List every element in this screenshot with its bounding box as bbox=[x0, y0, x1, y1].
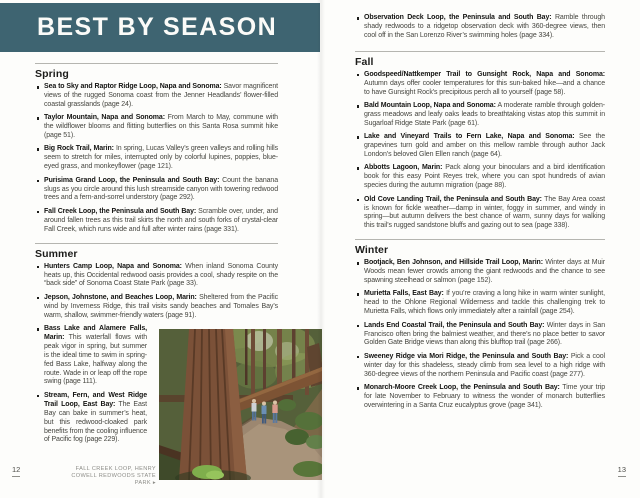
section-fall bbox=[355, 51, 605, 232]
section-title-spring: Spring bbox=[35, 68, 69, 80]
trail-item: Stream, Fern, and West Ridge Trail Loop, East Bay: The East Bay can bake in summer’s heat, but this redwood-cloaked park benefits from the cooling influence of Pacific fog (page 229). bbox=[35, 392, 278, 445]
trail-item: Big Rock Trail, Marin: In spring, Lucas Valley’s green valleys and rolling hills seem to stretch for miles, interrupted only by colorful lupines, poppies, blue-eyed grass, and monkeyflower (page 121). bbox=[35, 145, 278, 172]
trail-item: Goodspeed/Nattkemper Trail to Gunsight Rock, Napa and Sonoma: Autumn days offer cooler temperatures for this sun-baked hike—and a chance to have Gunsight Rock’s precipitous perch all to yourself (page 58). bbox=[355, 71, 605, 98]
section-summer-continued bbox=[355, 14, 605, 41]
trail-item: Purisima Grand Loop, the Peninsula and South Bay: Count the banana slugs as you circle around this lush streamside canyon with towering redwood trees and a fern-and-sorrel understory (page 292). bbox=[35, 177, 278, 204]
trail-item: Lands End Coastal Trail, the Peninsula and South Bay: Winter days in San Francisco often bring the balmiest weather, and there’s no place better to savor Golden Gate Bridge views than along this blufftop trail (page 266). bbox=[355, 322, 605, 349]
trail-item: Abbotts Lagoon, Marin: Pack along your binoculars and a bird identification book for this easy Point Reyes trek, where you can spot hundreds of avian species during the autumn migration (page 88). bbox=[355, 164, 605, 191]
section-title-summer: Summer bbox=[35, 247, 78, 260]
trail-item: Lake and Vineyard Trails to Fern Lake, Napa and Sonoma: See the grapevines turn gold and amber on this mellow ramble through author Jack London’s beloved Glen Ellen ranch (page 64). bbox=[355, 133, 605, 160]
section-title-winter: Winter bbox=[355, 244, 389, 257]
trail-item: Bald Mountain Loop, Napa and Sonoma: A moderate ramble through golden-grass meadows and leafy oaks leads to breathtaking vistas atop this summit in Sugarloaf Ridge State Park (page 61). bbox=[355, 102, 605, 129]
page-right bbox=[321, 0, 640, 498]
right-text-column bbox=[355, 14, 605, 411]
trail-item: Fall Creek Loop, the Peninsula and South Bay: Scramble over, under, and around fallen trees as this trail skirts the north and south forks of crystal-clear Fall Creek, which runs wide and full after winter rains (page 331). bbox=[35, 208, 278, 235]
trail-item: Monarch-Moore Creek Loop, the Peninsula and South Bay: Time your trip for late November to February to witness the wonder of monarch butterflies overwintering in a Santa Cruz eucalyptus grove (page 341). bbox=[355, 384, 605, 411]
trail-item: Taylor Mountain, Napa and Sonoma: From March to May, commune with the wildflower blooms and flitting butterflies on this Santa Rosa summit hike (page 51). bbox=[35, 114, 278, 141]
trail-item: Sweeney Ridge via Mori Ridge, the Peninsula and South Bay: Pick a cool winter day for this shadeless, steady climb from sea level to a high ridge with 360-degree views of the northern Peninsula and Pacific coast (page 277). bbox=[355, 353, 605, 380]
trail-item: Observation Deck Loop, the Peninsula and South Bay: Ramble through shady redwoods to a ridgetop observation deck with 360-degree views, then cool off in the San Lorenzo River’s swimming holes (page 334). bbox=[355, 14, 605, 41]
section-winter bbox=[355, 239, 605, 411]
trail-item: Murietta Falls, East Bay: If you’re craving a long hike in warm winter sunlight, head to the Ohlone Regional Wilderness and tackle this challenging trek to Murietta Falls, which flows only immediately after a rainfall (page 254). bbox=[355, 290, 605, 317]
page-number-left: 12 bbox=[12, 466, 20, 477]
trail-photo bbox=[159, 329, 322, 480]
chapter-title: BEST BY SEASON bbox=[37, 12, 278, 41]
trail-photo-illustration bbox=[159, 329, 322, 480]
section-spring bbox=[35, 63, 278, 235]
page-number-right: 13 bbox=[618, 466, 626, 477]
trail-item: Sea to Sky and Raptor Ridge Loop, Napa and Sonoma: Savor magnificent views of the rugged Sonoma coast from the Jenner Headlands’ flower-filled coastal grasslands (page 24). bbox=[35, 83, 278, 110]
trail-item: Jepson, Johnstone, and Beaches Loop, Marin: Sheltered from the Pacific wind by Inverness Ridge, this trail visits sandy beaches and Tomales Bay’s warm, shallow, swimmer-friendly waters (page 91). bbox=[35, 294, 278, 321]
trail-item: Hunters Camp Loop, Napa and Sonoma: When inland Sonoma County heats up, this Occidental redwood oasis provides a cool, shady respite on the “back side” of Sonoma Coast State Park (page 33). bbox=[35, 263, 278, 290]
photo-caption: FALL CREEK LOOP, HENRY COWELL REDWOODS STATE PARK ▸ bbox=[71, 466, 156, 486]
section-title-fall: Fall bbox=[355, 55, 374, 68]
trail-item: Old Cove Landing Trail, the Peninsula and South Bay: The Bay Area coast is known for fickle weather—damp in winter, foggy in summer, and windy in spring—but autumn delivers the best chance of warm, sunny days for walking this trail’s rugged sandstone bluffs and gazing out to sea (page 338). bbox=[355, 196, 605, 232]
chapter-banner bbox=[0, 3, 320, 52]
trail-item: Bootjack, Ben Johnson, and Hillside Trail Loop, Marin: Winter days at Muir Woods mean fewer crowds among the giant redwoods and the chance to see spawning steelhead or salmon (page 152). bbox=[355, 259, 605, 286]
trail-item: Bass Lake and Alamere Falls, Marin: This waterfall flows with peak vigor in spring, but summer is the ideal time to swim in spring-fed Bass Lake, halfway along the route. Wade in or leap off the rope swing (page 111). bbox=[35, 325, 278, 387]
